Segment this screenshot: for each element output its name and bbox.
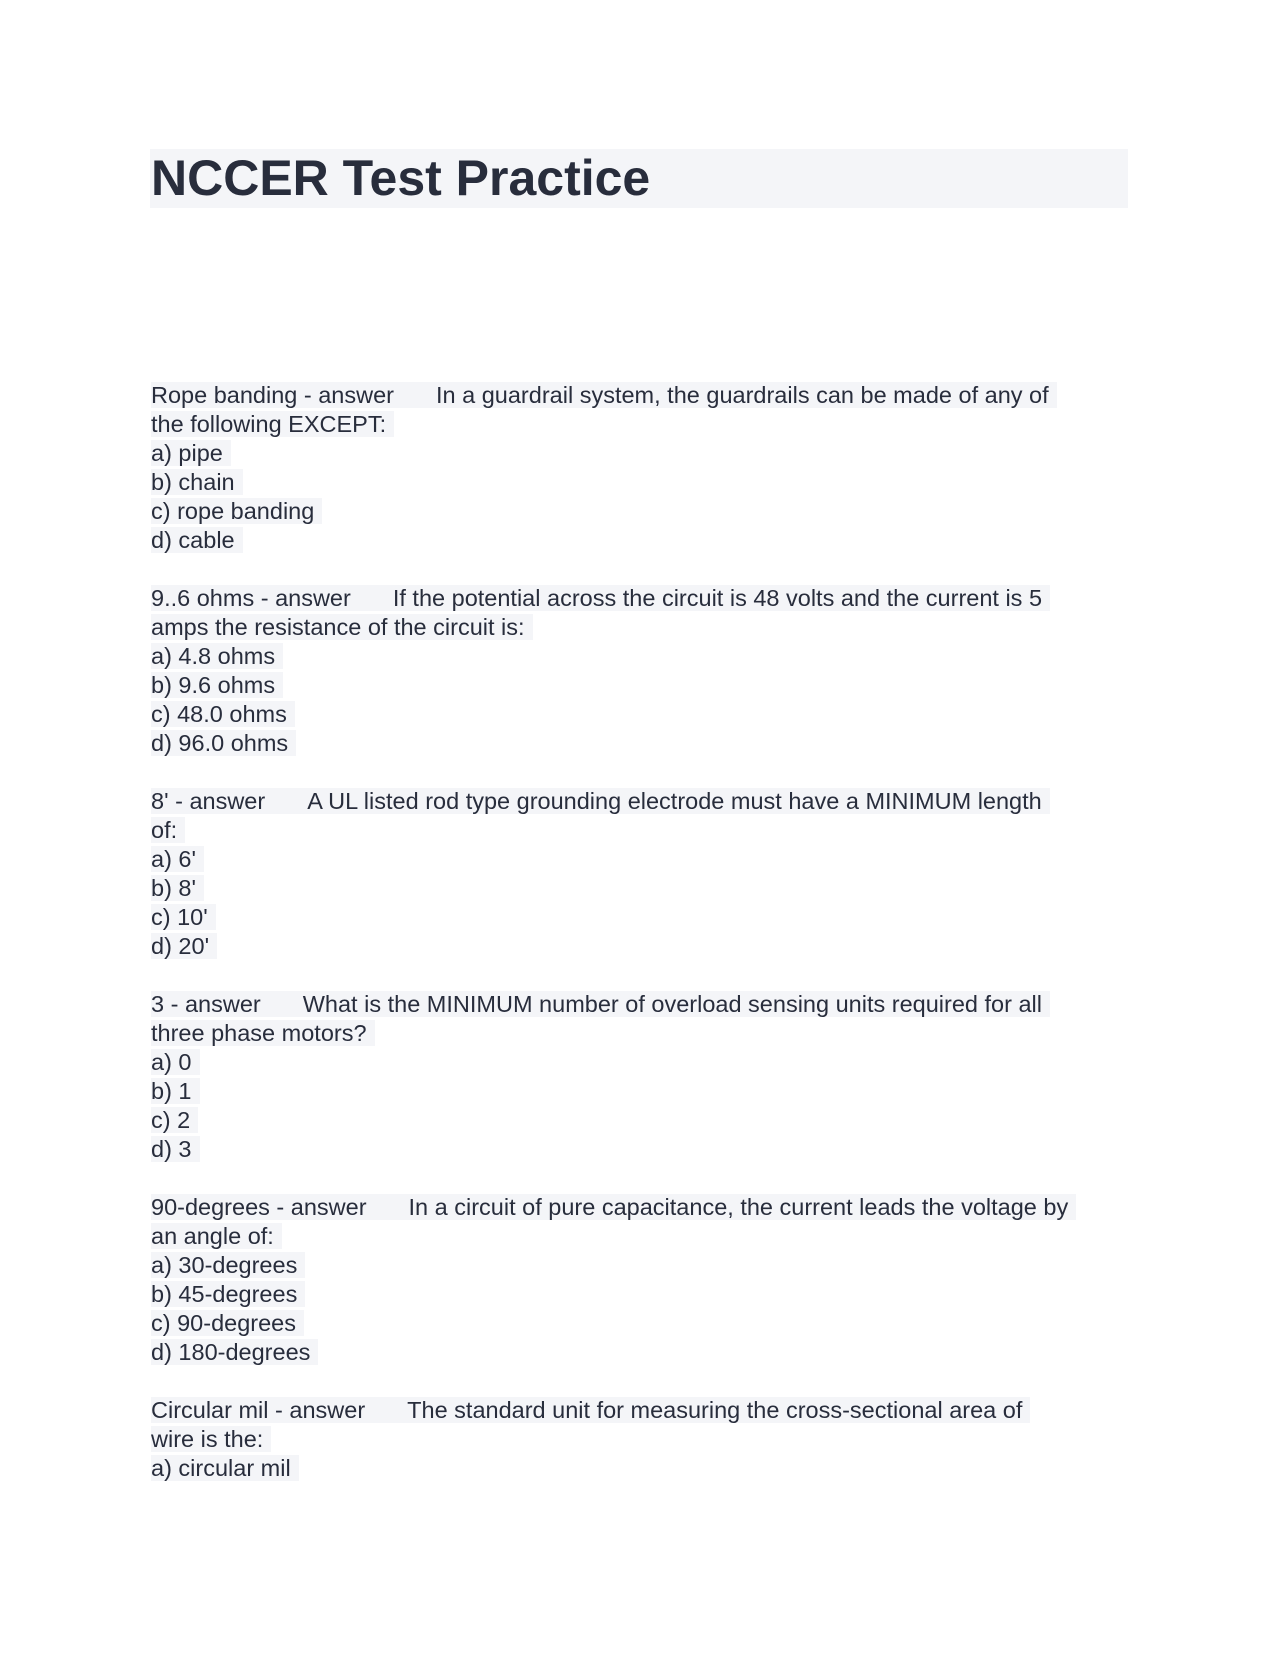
option-text: a) 30-degrees <box>151 1252 305 1278</box>
option <box>151 1454 1141 1483</box>
question-text: What is the MINIMUM number of overload sensing units required for all <box>302 991 1042 1017</box>
question-line <box>151 787 1141 816</box>
question-text: In a guardrail system, the guardrails can be made of any of <box>436 382 1049 408</box>
option-text: a) 0 <box>151 1049 200 1075</box>
option-text: d) cable <box>151 527 243 553</box>
qa-item <box>151 584 1141 758</box>
question-line <box>151 816 1141 845</box>
option <box>151 729 1141 758</box>
option <box>151 468 1141 497</box>
answer-text: 90-degrees - answer <box>151 1194 367 1220</box>
question-line <box>151 1193 1141 1222</box>
qa-item <box>151 990 1141 1164</box>
qa-item <box>151 1396 1141 1483</box>
option-text: b) 9.6 ohms <box>151 672 283 698</box>
option <box>151 932 1141 961</box>
question-line <box>151 1222 1141 1251</box>
option-text: d) 3 <box>151 1136 200 1162</box>
option-text: a) 6' <box>151 846 204 872</box>
option <box>151 1135 1141 1164</box>
option <box>151 1106 1141 1135</box>
answer-text: Circular mil - answer <box>151 1397 366 1423</box>
option <box>151 526 1141 555</box>
option-text: c) 48.0 ohms <box>151 701 295 727</box>
question-line <box>151 381 1141 410</box>
option <box>151 700 1141 729</box>
option-text: d) 20' <box>151 933 217 959</box>
option <box>151 874 1141 903</box>
option <box>151 1280 1141 1309</box>
question-text-cont: wire is the: <box>151 1426 271 1452</box>
option <box>151 1338 1141 1367</box>
answer-text: 9..6 ohms - answer <box>151 585 351 611</box>
question-text-cont: three phase motors? <box>151 1020 375 1046</box>
option-text: c) 90-degrees <box>151 1310 304 1336</box>
question-text: A UL listed rod type grounding electrode must have a MINIMUM length <box>307 788 1042 814</box>
option-text: c) 2 <box>151 1107 198 1133</box>
option <box>151 497 1141 526</box>
option <box>151 439 1141 468</box>
option-text: a) circular mil <box>151 1455 299 1481</box>
question-line <box>151 613 1141 642</box>
page-title: NCCER Test Practice <box>151 150 651 206</box>
question-text-cont: an angle of: <box>151 1223 282 1249</box>
question-text: If the potential across the circuit is 48 volts and the current is 5 <box>392 585 1043 611</box>
question-text-cont: amps the resistance of the circuit is: <box>151 614 533 640</box>
option <box>151 1309 1141 1338</box>
question-line <box>151 584 1141 613</box>
option-text: d) 96.0 ohms <box>151 730 296 756</box>
question-line <box>151 1019 1141 1048</box>
option <box>151 845 1141 874</box>
question-line <box>151 990 1141 1019</box>
option-text: c) 10' <box>151 904 216 930</box>
option-text: b) chain <box>151 469 243 495</box>
question-line <box>151 410 1141 439</box>
option-text: c) rope banding <box>151 498 322 524</box>
option <box>151 1077 1141 1106</box>
option-text: b) 8' <box>151 875 204 901</box>
answer-text: Rope banding - answer <box>151 382 394 408</box>
answer-text: 8' - answer <box>151 788 266 814</box>
question-text: The standard unit for measuring the cross-sectional area of <box>407 1397 1023 1423</box>
question-text-cont: the following EXCEPT: <box>151 411 394 437</box>
question-text-cont: of: <box>151 817 185 843</box>
option <box>151 1048 1141 1077</box>
option-text: b) 45-degrees <box>151 1281 305 1307</box>
question-line <box>151 1396 1141 1425</box>
option <box>151 1251 1141 1280</box>
option-text: d) 180-degrees <box>151 1339 318 1365</box>
qa-list <box>151 381 1141 1512</box>
option-text: a) pipe <box>151 440 231 466</box>
option-text: b) 1 <box>151 1078 200 1104</box>
answer-text: 3 - answer <box>151 991 261 1017</box>
option-text: a) 4.8 ohms <box>151 643 283 669</box>
option <box>151 903 1141 932</box>
question-line <box>151 1425 1141 1454</box>
qa-item <box>151 381 1141 555</box>
option <box>151 671 1141 700</box>
qa-item <box>151 1193 1141 1367</box>
option <box>151 642 1141 671</box>
qa-item <box>151 787 1141 961</box>
question-text: In a circuit of pure capacitance, the current leads the voltage by <box>408 1194 1069 1220</box>
